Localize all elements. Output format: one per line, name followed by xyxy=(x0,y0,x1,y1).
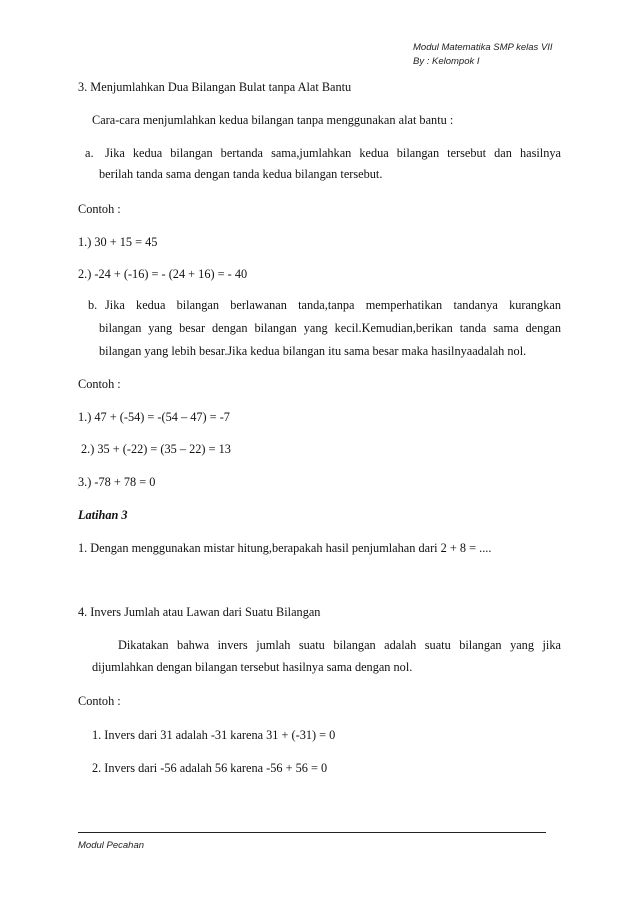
section-4-paragraph-line-1-text-word: jumlah xyxy=(256,638,291,652)
section-4-paragraph-line-1-text-word: bahwa xyxy=(177,638,210,652)
item-b-line-1 xyxy=(105,297,561,313)
item-b-line-2-text-word: dengan xyxy=(212,321,248,335)
item-b-line-2-text-word: besar xyxy=(179,321,206,335)
section-4-heading: 4. Invers Jumlah atau Lawan dari Suatu Bilangan xyxy=(78,605,321,619)
header-author: By : Kelompok I xyxy=(413,55,480,67)
item-b-line-2-text-word: bilangan xyxy=(99,321,142,335)
item-b-line-1-text-word: tanda,tanpa xyxy=(298,298,355,312)
inverse-example-2: 2. Invers dari -56 adalah 56 karena -56 + 56 = 0 xyxy=(92,761,328,775)
header-module-title: Modul Matematika SMP kelas VII xyxy=(413,42,553,53)
item-a-line-1-text-word: kedua xyxy=(359,146,389,160)
item-b-line-1-text-word: bilangan xyxy=(176,298,219,312)
item-b-line-2-text-word: yang xyxy=(303,321,328,335)
item-a-line-1-text-word: bertanda xyxy=(220,146,264,160)
item-b-line-1-text-word: memperhatikan xyxy=(365,298,443,312)
latihan-heading: Latihan 3 xyxy=(78,508,128,522)
item-b-line-2-text-word: dengan xyxy=(525,321,561,335)
item-b-line-2-text-word: kecil.Kemudian,berikan xyxy=(334,321,453,335)
item-a-line-1-text-word: tersebut xyxy=(447,146,487,160)
item-b-line-1-text-word: kedua xyxy=(136,298,166,312)
item-a-line-1-text-word: bilangan xyxy=(396,146,440,160)
section-4-paragraph-line-1-text-word: jika xyxy=(542,638,561,652)
section-4-paragraph-line-1-text-word: bilangan xyxy=(333,638,376,652)
item-b-line-2 xyxy=(99,320,561,336)
item-a-line-2: berilah tanda sama dengan tanda kedua bilangan tersebut. xyxy=(99,167,383,181)
section-4-paragraph-line-1 xyxy=(118,637,561,653)
footer-label: Modul Pecahan xyxy=(78,840,145,851)
page-header xyxy=(413,41,553,68)
item-b-line-2-text-word: sama xyxy=(493,321,519,335)
inverse-example-1: 1. Invers dari 31 adalah -31 karena 31 + (-31) = 0 xyxy=(92,728,336,742)
item-a-line-1-text-word: bilangan xyxy=(170,146,213,160)
item-b-line-3: bilangan yang lebih besar.Jika kedua bilangan itu sama besar maka hasilnyaadalah nol. xyxy=(99,344,527,358)
item-b-line-1-text-word: berlawanan xyxy=(230,298,287,312)
item-b-line-2-text-word: tanda xyxy=(459,321,487,335)
section-4-paragraph-line-1-text-word: bilangan xyxy=(459,638,502,652)
item-b-marker: b. xyxy=(88,298,98,312)
item-a-line-1-text-word: dan xyxy=(494,146,512,160)
contoh-1-example-1: 1.) 30 + 15 = 45 xyxy=(78,235,158,249)
item-b-line-2-text-word: bilangan xyxy=(254,321,297,335)
item-a-line-1 xyxy=(105,145,561,161)
contoh-2-example-2: 2.) 35 + (-22) = (35 – 22) = 13 xyxy=(81,442,231,456)
section-4-paragraph-line-1-text-word: Dikatakan xyxy=(118,638,169,652)
item-a-line-1-text-word: kedua xyxy=(132,146,163,160)
section-4-paragraph-line-1-text-word: suatu xyxy=(298,638,325,652)
contoh-label-2: Contoh : xyxy=(78,377,121,391)
section-4-paragraph-line-1-text-word: yang xyxy=(510,638,534,652)
item-a-line-1-text-word: hasilnya xyxy=(519,146,561,160)
item-b-line-1-text-word: tandanya xyxy=(453,298,498,312)
contoh-2-example-3: 3.) -78 + 78 = 0 xyxy=(78,475,156,489)
contoh-2-example-1: 1.) 47 + (-54) = -(54 – 47) = -7 xyxy=(78,410,230,424)
footer-divider xyxy=(78,832,546,833)
section-4-paragraph-line-1-text-word: adalah xyxy=(384,638,417,652)
item-b-line-1-text-word: kurangkan xyxy=(509,298,561,312)
section-4-paragraph-line-1-text-word: invers xyxy=(217,638,248,652)
item-a-line-1-text-word: sama,jumlahkan xyxy=(271,146,352,160)
contoh-label-3: Contoh : xyxy=(78,694,121,708)
contoh-label-1: Contoh : xyxy=(78,202,121,216)
item-b-line-1-text-word: Jika xyxy=(105,298,125,312)
contoh-1-example-2: 2.) -24 + (-16) = - (24 + 16) = - 40 xyxy=(78,267,248,281)
section-3-heading: 3. Menjumlahkan Dua Bilangan Bulat tanpa Alat Bantu xyxy=(78,80,352,94)
latihan-question-1: 1. Dengan menggunakan mistar hitung,berapakah hasil penjumlahan dari 2 + 8 = .... xyxy=(78,541,492,555)
item-b-line-2-text-word: yang xyxy=(148,321,173,335)
section-3-intro: Cara-cara menjumlahkan kedua bilangan tanpa menggunakan alat bantu : xyxy=(92,113,454,127)
item-a-marker: a. xyxy=(85,146,94,160)
section-4-paragraph-line-2: dijumlahkan dengan bilangan tersebut hasilnya sama dengan nol. xyxy=(92,660,413,674)
item-a-line-1-text-word: Jika xyxy=(105,146,125,160)
section-4-paragraph-line-1-text-word: suatu xyxy=(424,638,451,652)
